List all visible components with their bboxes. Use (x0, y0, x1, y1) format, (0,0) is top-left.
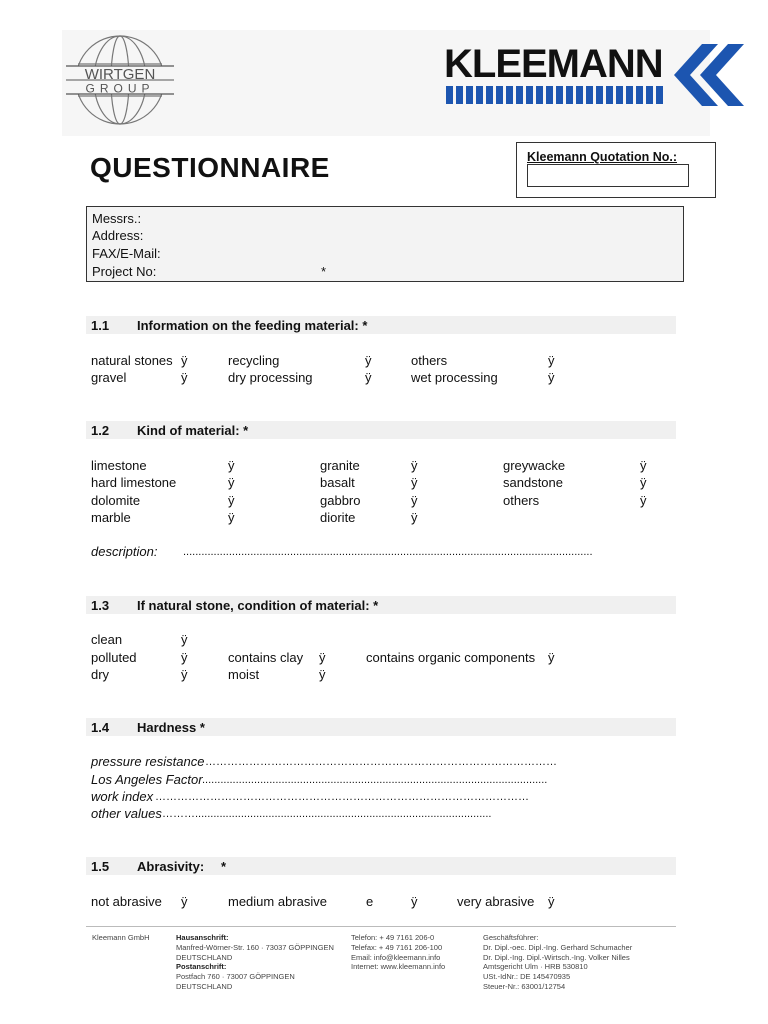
section-number: 1.2 (91, 423, 110, 438)
option-recycling: recycling (228, 353, 280, 368)
section-number: 1.5 (91, 859, 110, 874)
address-label: Address: (92, 228, 144, 243)
footer-line: Postanschrift: (176, 962, 227, 972)
checkbox-hard-limestone[interactable]: ÿ (228, 475, 235, 490)
section-1-2-header (86, 421, 676, 439)
checkbox-granite[interactable]: ÿ (411, 458, 418, 473)
checkbox-marble[interactable]: ÿ (228, 510, 235, 525)
footer-website-link[interactable]: Internet: www.kleemann.info (351, 962, 446, 972)
section-1-4-header (86, 718, 676, 736)
option-others: others (411, 353, 448, 368)
checkbox-clean[interactable]: ÿ (181, 632, 188, 647)
option-dolomite: dolomite (91, 493, 141, 508)
checkbox-limestone[interactable]: ÿ (228, 458, 235, 473)
footer-line: DEUTSCHLAND (176, 952, 233, 962)
option-contains-clay: contains clay (228, 650, 304, 665)
section-title: Information on the feeding material: * (137, 318, 368, 333)
wirtgen-logo-bottom-text: GROUP (85, 81, 155, 96)
project-no-required-mark: * (321, 264, 327, 279)
option-stray-e: e (366, 894, 374, 909)
checkbox-greywacke[interactable]: ÿ (640, 458, 647, 473)
checkbox-very-abrasive[interactable]: ÿ (548, 894, 555, 909)
footer-phone: Telefon: + 49 7161 206-0 (351, 933, 435, 942)
footer-line: USt.-IdNr.: DE 145470935 (483, 972, 571, 982)
option-natural-stones: natural stones (91, 353, 173, 368)
footer-divider (86, 926, 676, 927)
checkbox-dry[interactable]: ÿ (181, 667, 188, 682)
option-gravel: gravel (91, 370, 127, 385)
option-contains-organic: contains organic components (366, 650, 536, 665)
checkbox-not-abrasive[interactable]: ÿ (181, 894, 188, 909)
section-number: 1.1 (91, 318, 110, 333)
project-no-label: Project No: (92, 264, 157, 279)
checkbox-others-material[interactable]: ÿ (640, 493, 647, 508)
checkbox-diorite[interactable]: ÿ (411, 510, 418, 525)
checkbox-others[interactable]: ÿ (548, 353, 555, 368)
work-index-label: work index (91, 789, 154, 804)
option-sandstone: sandstone (503, 475, 563, 490)
checkbox-contains-organic[interactable]: ÿ (548, 650, 555, 665)
section-number: 1.3 (91, 598, 110, 613)
footer-line: Dr. Dipl.-Ing. Dipl.-Wirtsch.-Ing. Volker Nilles (483, 952, 630, 962)
option-polluted: polluted (91, 650, 137, 665)
footer-fax: Telefax: + 49 7161 206-100 (351, 942, 443, 952)
footer-line: Steuer-Nr.: 63001/12754 (483, 982, 566, 991)
section-title: Hardness * (137, 720, 205, 735)
wirtgen-group-logo (64, 34, 176, 126)
option-limestone: limestone (91, 458, 147, 473)
section-1-5-header (86, 857, 676, 875)
option-basalt: basalt (320, 475, 355, 490)
section-1-3-header (86, 596, 676, 614)
description-field[interactable]: ...................................................................................................................................... (183, 546, 593, 558)
description-label: description: (91, 544, 158, 559)
option-diorite: diorite (320, 510, 356, 525)
option-clean: clean (91, 632, 123, 647)
checkbox-wet-processing[interactable]: ÿ (548, 370, 555, 385)
checkbox-recycling[interactable]: ÿ (365, 353, 372, 368)
fax-email-label: FAX/E-Mail: (92, 246, 161, 261)
option-very-abrasive: very abrasive (457, 894, 535, 909)
footer-line: Geschäftsführer: (483, 933, 539, 942)
quotation-label: Kleemann Quotation No.: (527, 150, 677, 164)
footer-line: Postfach 760 · 73007 GÖPPINGEN (176, 972, 295, 982)
section-number: 1.4 (91, 720, 110, 735)
kleemann-chevron-icon (674, 44, 746, 106)
option-wet-processing: wet processing (411, 370, 498, 385)
pressure-resistance-field[interactable]: …………………………………………………………………………………… (205, 756, 557, 768)
other-values-label: other values (91, 806, 162, 821)
checkbox-gravel[interactable]: ÿ (181, 370, 188, 385)
footer-line: Manfred-Wörner-Str. 160 · 73037 GÖPPINGEN (176, 942, 334, 952)
footer-line: Dr. Dipl.-oec. Dipl.-Ing. Gerhard Schumacher (483, 942, 633, 952)
checkbox-dry-processing[interactable]: ÿ (365, 370, 372, 385)
los-angeles-factor-field[interactable]: ................................................................................................................. (202, 774, 548, 786)
option-not-abrasive: not abrasive (91, 894, 162, 909)
option-dry-processing: dry processing (228, 370, 313, 385)
checkbox-basalt[interactable]: ÿ (411, 475, 418, 490)
option-gabbro: gabbro (320, 493, 361, 508)
section-title: Abrasivity: (137, 859, 205, 874)
option-medium-abrasive: medium abrasive (228, 894, 327, 909)
section-1-1-header (86, 316, 676, 334)
wirtgen-logo-top-text: WIRTGEN (84, 66, 156, 83)
footer-line: DEUTSCHLAND (176, 982, 233, 991)
quotation-box (516, 142, 716, 198)
checkbox-medium-abrasive[interactable]: ÿ (411, 894, 418, 909)
checkbox-gabbro[interactable]: ÿ (411, 493, 418, 508)
los-angeles-factor-label: Los Angeles Factor (91, 772, 203, 787)
checkbox-moist[interactable]: ÿ (319, 667, 326, 682)
option-hard-limestone: hard limestone (91, 475, 177, 490)
option-marble: marble (91, 510, 131, 525)
footer-email-link[interactable]: Email: info@kleemann.info (351, 952, 441, 962)
option-others-material: others (503, 493, 540, 508)
checkbox-sandstone[interactable]: ÿ (640, 475, 647, 490)
address-block (86, 206, 684, 282)
checkbox-contains-clay[interactable]: ÿ (319, 650, 326, 665)
checkbox-polluted[interactable]: ÿ (181, 650, 188, 665)
quotation-number-field[interactable] (527, 164, 689, 187)
checkbox-dolomite[interactable]: ÿ (228, 493, 235, 508)
section-title: Kind of material: * (137, 423, 249, 438)
footer-line: Hausanschrift: (176, 933, 229, 942)
kleemann-logo-bars (446, 86, 663, 104)
other-values-field[interactable]: ………................................................................................................. (162, 808, 492, 820)
footer-line: Amtsgericht Ulm · HRB 530810 (483, 962, 588, 972)
section-required-mark: * (221, 859, 227, 874)
option-dry: dry (91, 667, 110, 682)
option-moist: moist (228, 667, 260, 682)
page-title: QUESTIONNAIRE (90, 152, 330, 183)
messrs-label: Messrs.: (92, 211, 142, 226)
kleemann-logo (444, 42, 746, 108)
option-granite: granite (320, 458, 360, 473)
footer-company: Kleemann GmbH (92, 933, 150, 942)
pressure-resistance-label: pressure resistance (91, 754, 205, 769)
checkbox-natural-stones[interactable]: ÿ (181, 353, 188, 368)
section-title: If natural stone, condition of material: * (137, 598, 379, 613)
kleemann-logo-text: KLEEMANN (444, 42, 663, 86)
work-index-field[interactable]: ………………………………………………………………………………………… (155, 791, 529, 803)
option-greywacke: greywacke (503, 458, 566, 473)
